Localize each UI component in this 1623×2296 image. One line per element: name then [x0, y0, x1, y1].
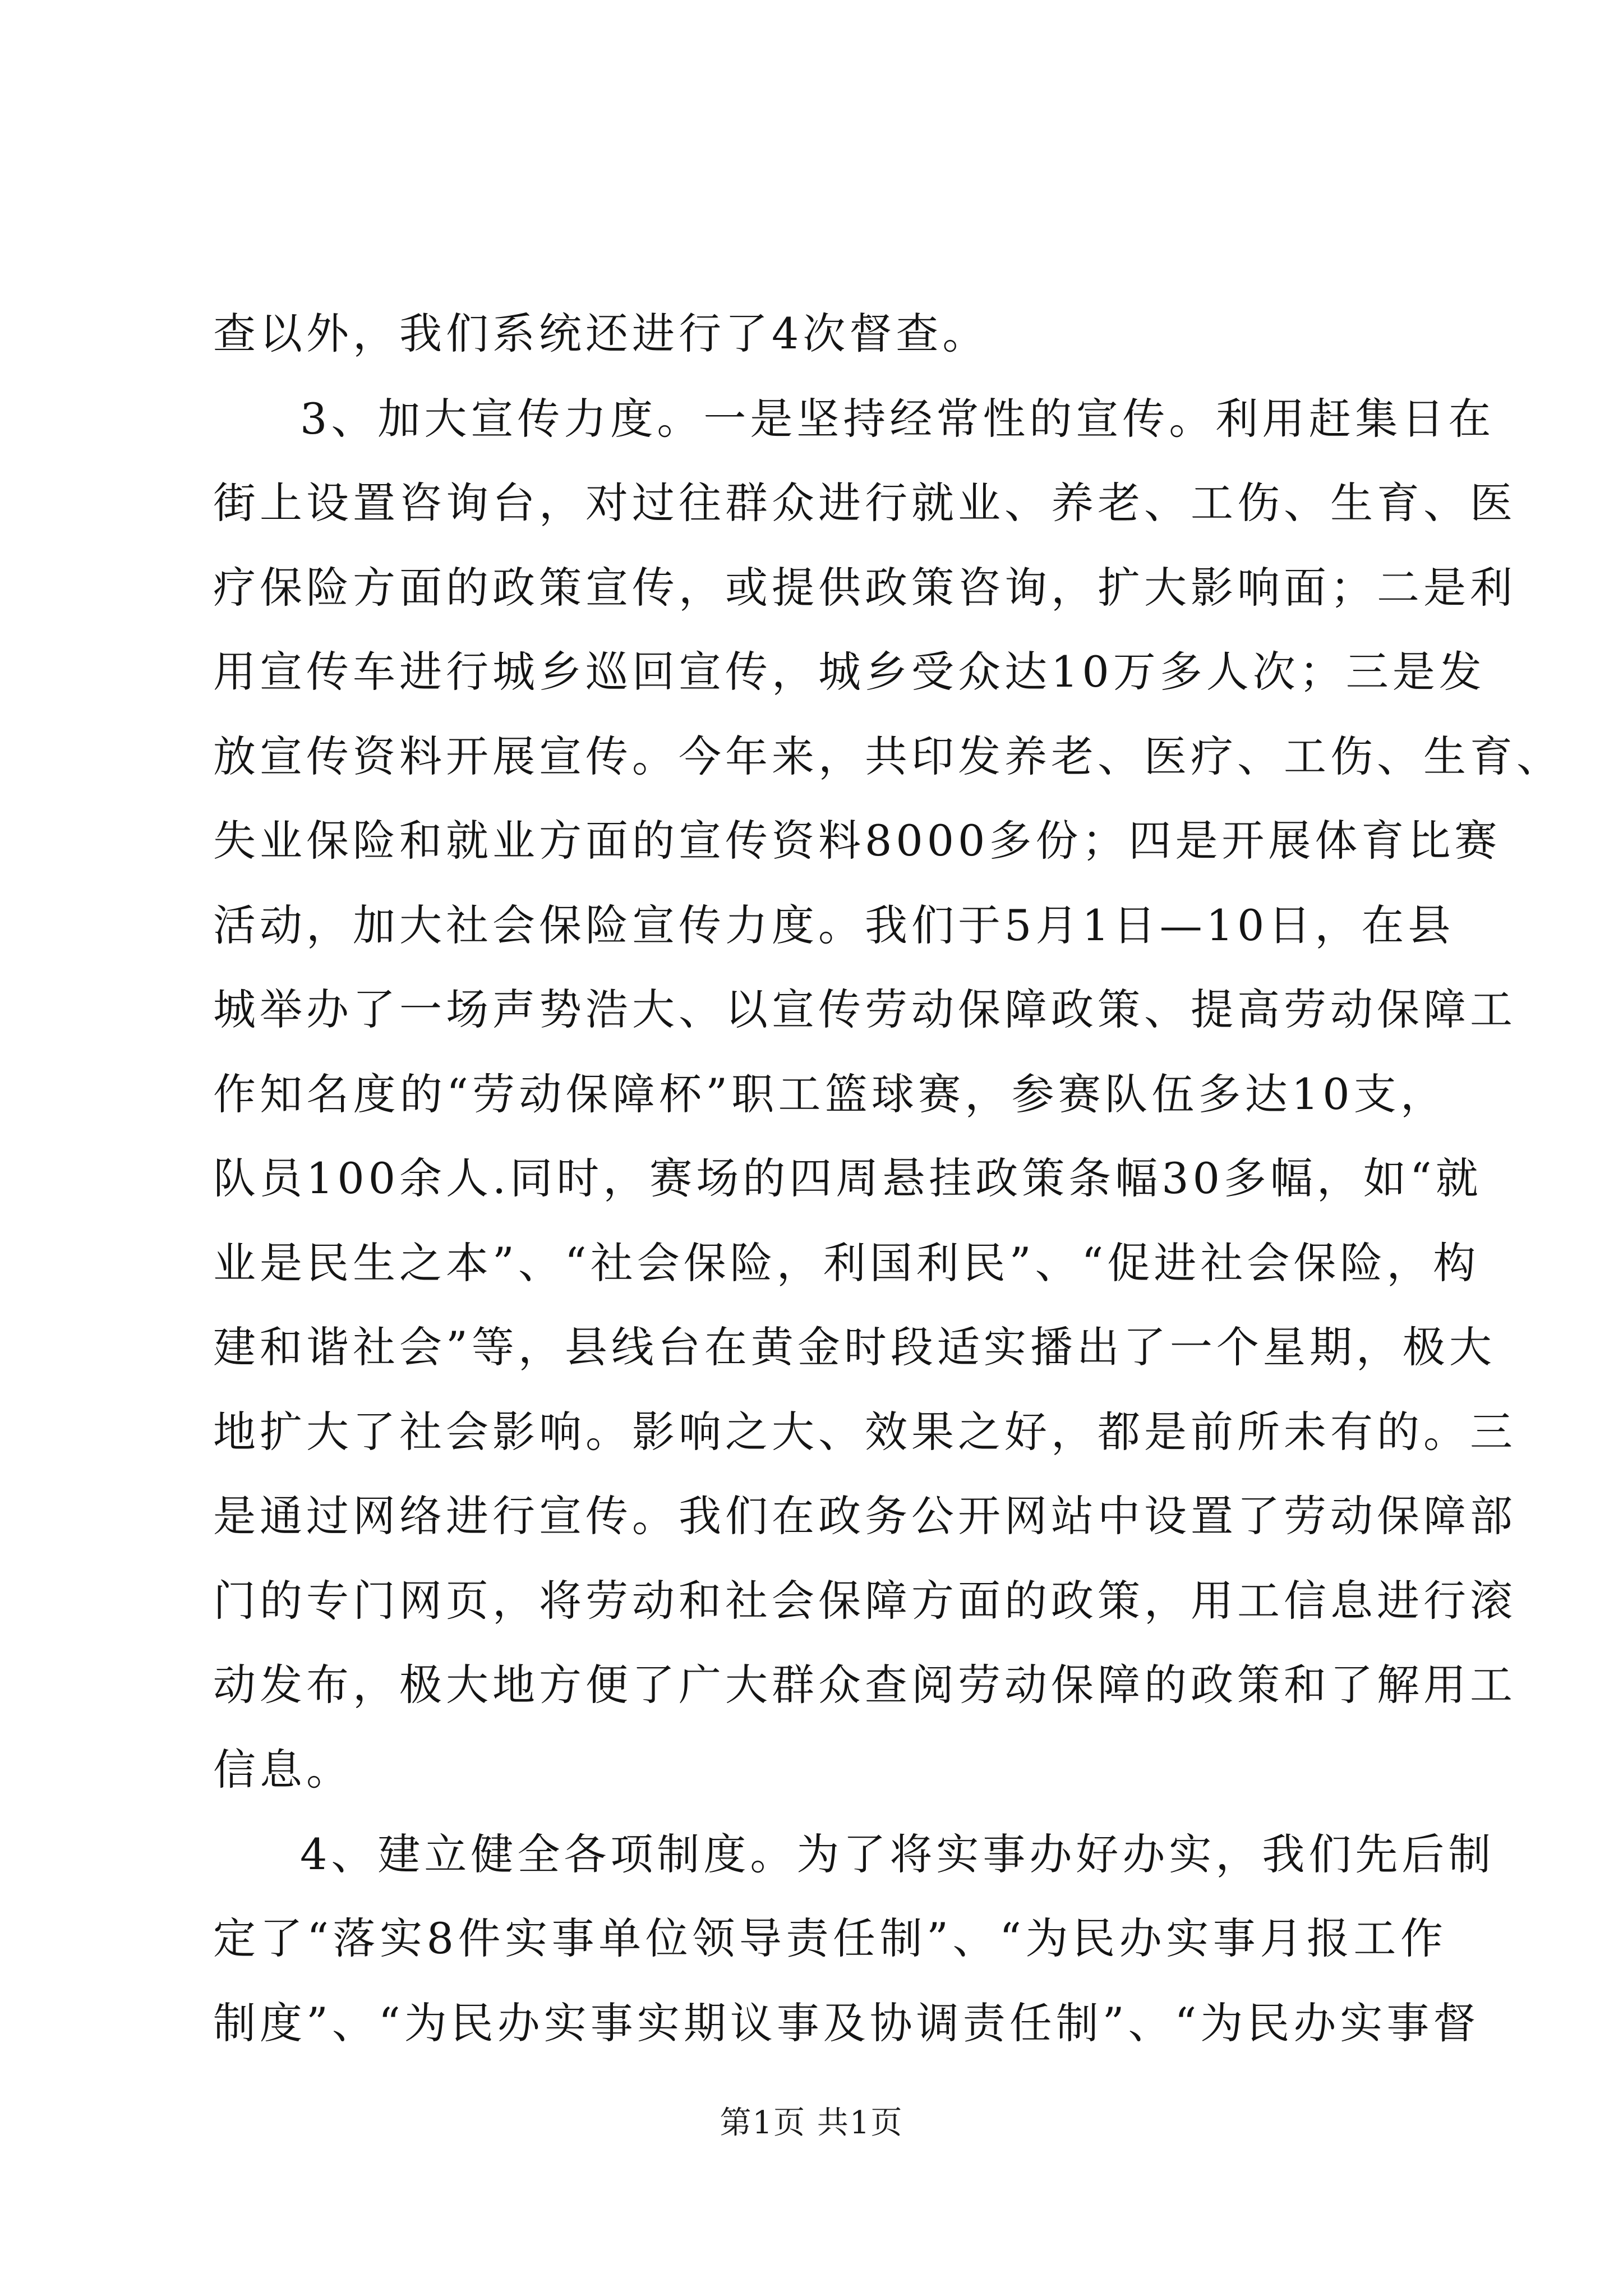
- paragraph-start-line: 4、建立健全各项制度。为了将实事办好办实，我们先后制: [300, 1829, 1495, 1879]
- text-line: 业是民生之本”、“社会保险，利国利民”、“促进社会保险，构: [213, 1238, 1480, 1288]
- text-line: 用宣传车进行城乡巡回宣传，城乡受众达10万多人次；三是发: [213, 647, 1486, 697]
- text-line: 城举办了一场声势浩大、以宣传劳动保障政策、提高劳动保障工: [213, 984, 1516, 1034]
- text-line: 动发布，极大地方便了广大群众查阅劳动保障的政策和了解用工: [213, 1660, 1516, 1710]
- text-line: 作知名度的“劳动保障杯”职工篮球赛，参赛队伍多达10支，: [213, 1069, 1447, 1119]
- text-line: 活动，加大社会保险宣传力度。我们于5月1日—10日，在县: [213, 900, 1455, 950]
- page-footer: 第1页 共1页: [720, 2105, 903, 2141]
- text-line: 放宣传资料开展宣传。今年来，共印发养老、医疗、工伤、生育、: [213, 731, 1563, 781]
- text-line: 制度”、“为民办实事实期议事及协调责任制”、“为民办实事督: [213, 1998, 1480, 2048]
- text-line: 定了“落实8件实事单位领导责任制”、“为民办实事月报工作: [213, 1913, 1447, 1963]
- text-line: 疗保险方面的政策宣传，或提供政策咨询，扩大影响面；二是利: [213, 563, 1516, 613]
- text-line: 是通过网络进行宣传。我们在政务公开网站中设置了劳动保障部: [213, 1491, 1516, 1541]
- paragraph-start-line: 3、加大宣传力度。一是坚持经常性的宣传。利用赶集日在: [300, 394, 1495, 444]
- text-line: 街上设置咨询台，对过往群众进行就业、养老、工伤、生育、医: [213, 478, 1516, 528]
- text-line: 信息。: [213, 1745, 353, 1795]
- text-line: 门的专门网页，将劳动和社会保障方面的政策，用工信息进行滚: [213, 1576, 1516, 1626]
- text-line: 失业保险和就业方面的宣传资料8000多份；四是开展体育比赛: [213, 816, 1501, 866]
- text-line: 查以外，我们系统还进行了4次督查。: [213, 309, 989, 358]
- text-line: 建和谐社会”等，县线台在黄金时段适实播出了一个星期，极大: [213, 1322, 1496, 1372]
- text-line: 地扩大了社会影响。影响之大、效果之好，都是前所未有的。三: [213, 1407, 1516, 1457]
- text-line: 队员100余人.同时，赛场的四周悬挂政策条幅30多幅，如“就: [213, 1153, 1482, 1203]
